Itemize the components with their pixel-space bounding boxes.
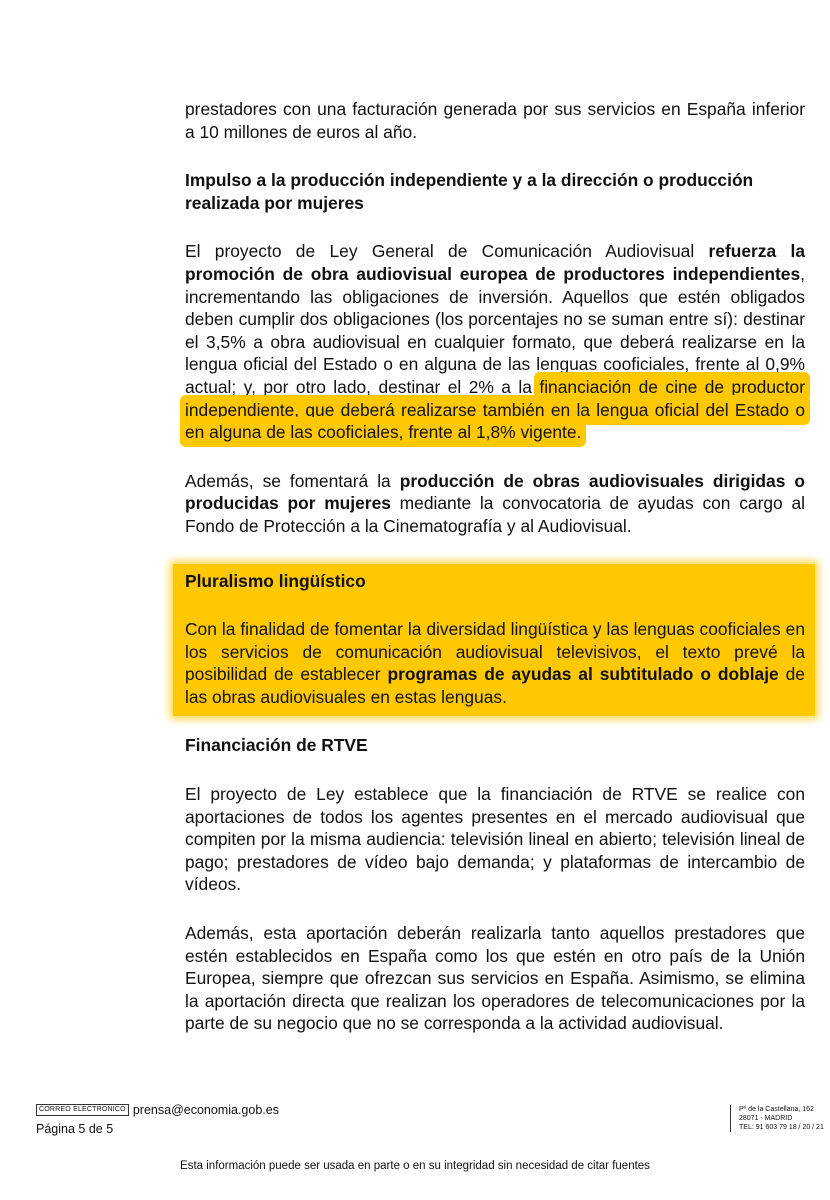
- footer-disclaimer: Esta información puede ser usada en parte o en su integridad sin necesidad de citar fuentes: [180, 1160, 650, 1172]
- footer-address: [730, 1105, 824, 1132]
- address-line: 28071 - MADRID: [739, 1115, 793, 1122]
- document-body: [185, 98, 805, 1035]
- paragraph-intro: prestadores con una facturación generada por sus servicios en España inferior a 10 millones de euros al año.: [185, 99, 805, 142]
- address-line: Pº de la Castellana, 162: [739, 1106, 814, 1113]
- paragraph-rtve-providers: Además, esta aportación deberán realizarla tanto aquellos prestadores que estén establecidos en España como los que estén en otro país de la Unión Europea, siempre que ofrezcan sus servicios en España. Asimismo, se elimina la aportación directa que realizan los operadores de telecomunicaciones por la parte de su negocio que no se corresponda a la actividad audiovisual.: [185, 923, 805, 1034]
- footer-contact: [36, 1103, 279, 1136]
- paragraph-pluralism: Con la finalidad de fomentar la diversidad lingüística y las lenguas cooficiales en los servicios de comunicación audiovisual televisivos, el texto prevé la posibilidad de establecer programas de ayudas al subtitulado o doblaje de las obras audiovisuales en estas lenguas.: [185, 619, 805, 707]
- heading-linguistic-pluralism: Pluralismo lingüístico: [185, 570, 366, 591]
- heading-independent-production: Impulso a la producción independiente y a la dirección o producción realizada por mujeres: [185, 170, 754, 213]
- page-number: Página 5 de 5: [36, 1122, 114, 1136]
- highlighted-section-pluralism: [173, 564, 815, 717]
- email-label: CORREO ELECTRÓNICO: [36, 1104, 129, 1116]
- email-address[interactable]: prensa@economia.gob.es: [132, 1103, 279, 1117]
- paragraph-rtve-contributions: El proyecto de Ley establece que la financiación de RTVE se realice con aportaciones de todos los agentes presentes en el mercado audiovisual que compiten por la misma audiencia: televisión lineal en abierto; televisión lineal de pago; prestadores de vídeo bajo demanda; y plataformas de intercambio de vídeos.: [185, 784, 805, 895]
- paragraph-investment-obligations: El proyecto de Ley General de Comunicación Audiovisual refuerza la promoción de obra audiovisual europea de productores independientes, incrementando las obligaciones de inversión. Aquellos que estén obligados deben cumplir dos obligaciones (los porcentajes no se suman entre sí): destinar el 3,5% a obra audiovisual en cualquier formato, que deberá realizarse en la lengua oficial del Estado o en alguna de las lenguas cooficiales, frente al 0,9% actual; y, por otro lado, destinar el 2% a la financiación de cine de productor independiente, que deberá realizarse también en la lengua oficial del Estado o en alguna de las cooficiales, frente al 1,8% vigente.: [185, 241, 806, 443]
- paragraph-women-production: Además, se fomentará la producción de obras audiovisuales dirigidas o producidas por mujeres mediante la convocatoria de ayudas con cargo al Fondo de Protección a la Cinematografía y al Audiovisual.: [185, 470, 805, 536]
- highlighted-text: financiación de cine de productor independiente, que deberá realizarse también en la lengua oficial del Estado o en alguna de las cooficiales, frente al 1,8% vigente.: [185, 376, 805, 443]
- phone-line: TEL: 91 603 79 18 / 20 / 21: [739, 1124, 824, 1131]
- heading-rtve-financing: Financiación de RTVE: [185, 735, 368, 756]
